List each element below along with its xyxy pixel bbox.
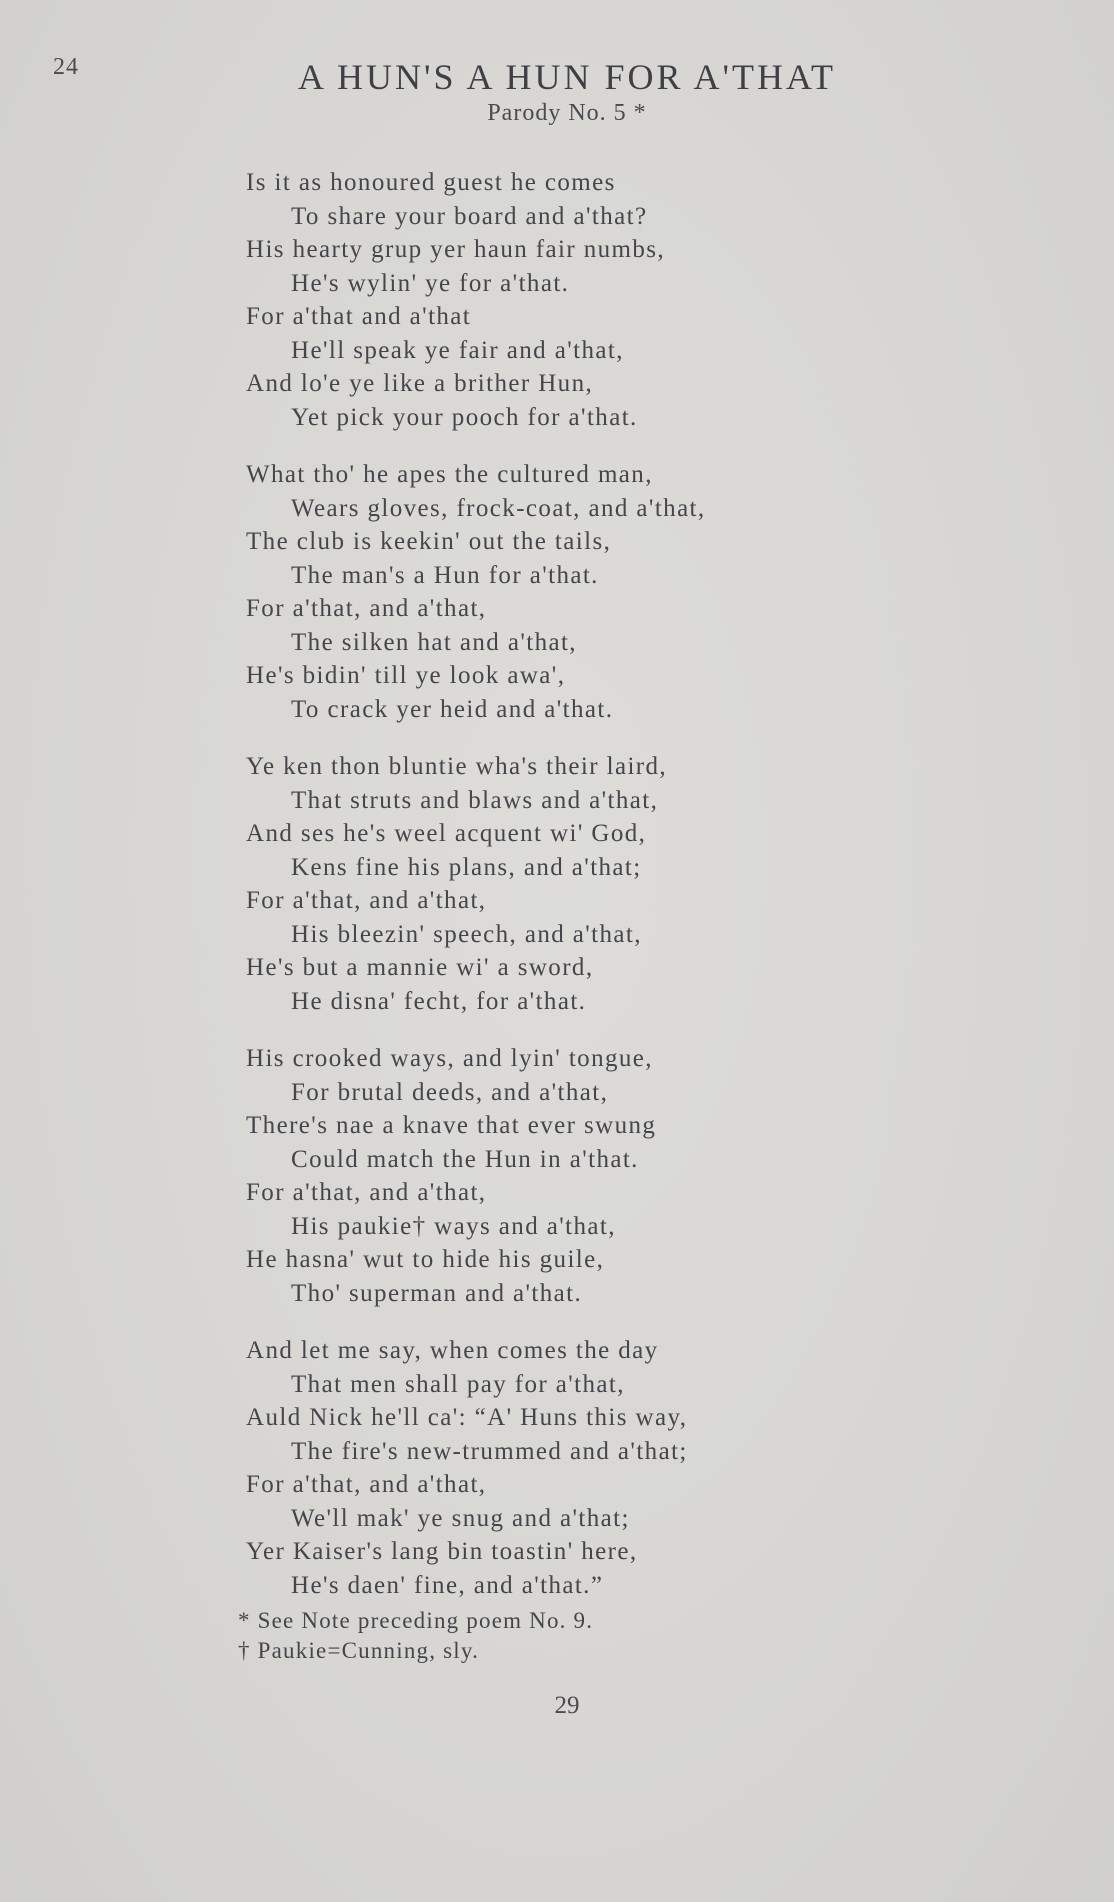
poem-line: There's nae a knave that ever swung <box>246 1112 657 1139</box>
poem-line: He disna' fecht, for a'that. <box>291 987 587 1015</box>
poem-line: For a'that, and a'that, <box>246 595 487 622</box>
poem-line: His hearty grup yer haun fair numbs, <box>246 236 666 263</box>
footnotes <box>238 1606 593 1666</box>
poem-line: Yet pick your pooch for a'that. <box>291 403 638 431</box>
poem-line: For a'that and a'that <box>246 303 472 330</box>
poem-line: Kens fine his plans, and a'that; <box>291 853 642 881</box>
poem-line: For brutal deeds, and a'that, <box>291 1078 609 1106</box>
poem-title: A HUN'S A HUN FOR A'THAT <box>297 57 837 97</box>
poem-line: The man's a Hun for a'that. <box>291 561 599 589</box>
poem-line: Auld Nick he'll ca': “A' Huns this way, <box>246 1404 688 1431</box>
poem-line: His bleezin' speech, and a'that, <box>291 920 642 948</box>
poem-line: And ses he's weel acquent wi' God, <box>246 820 647 847</box>
stanza-5 <box>246 1334 706 1602</box>
poem-line: He's daen' fine, and a'that.” <box>291 1571 604 1599</box>
poem-line: And lo'e ye like a brither Hun, <box>246 370 594 397</box>
poem-line: What tho' he apes the cultured man, <box>246 461 653 488</box>
footnote: † Paukie=Cunning, sly. <box>238 1638 480 1663</box>
stanza-1 <box>246 166 706 434</box>
poem-line: For a'that, and a'that, <box>246 1471 487 1498</box>
poem-line: We'll mak' ye snug and a'that; <box>291 1504 630 1532</box>
poem-line: Could match the Hun in a'that. <box>291 1145 639 1173</box>
poem-line: He's but a mannie wi' a sword, <box>246 954 594 981</box>
footnote: * See Note preceding poem No. 9. <box>238 1608 594 1633</box>
stanza-4 <box>246 1042 706 1310</box>
poem-line: He's bidin' till ye look awa', <box>246 662 566 689</box>
poem-line: He's wylin' ye for a'that. <box>291 269 570 297</box>
poem-line: And let me say, when comes the day <box>246 1337 659 1364</box>
poem-line: Wears gloves, frock-coat, and a'that, <box>291 494 706 522</box>
poem-line: Tho' superman and a'that. <box>291 1279 583 1307</box>
poem-line: To share your board and a'that? <box>291 202 648 230</box>
poem-line: Ye ken thon bluntie wha's their laird, <box>246 753 668 780</box>
poem-line: The fire's new-trummed and a'that; <box>291 1437 688 1465</box>
poem-line: His crooked ways, and lyin' tongue, <box>246 1045 653 1072</box>
poem-subtitle: Parody No. 5 * <box>487 100 647 126</box>
poem-line: To crack yer heid and a'that. <box>291 695 614 723</box>
poem-number: 24 <box>53 54 79 80</box>
poem-line: The silken hat and a'that, <box>291 628 577 656</box>
poem-line: He'll speak ye fair and a'that, <box>291 336 624 364</box>
stanza-3 <box>246 750 706 1018</box>
stanza-2 <box>246 458 706 726</box>
poem-line: Is it as honoured guest he comes <box>246 169 616 196</box>
page-number: 29 <box>554 1692 580 1719</box>
poem-line: Yer Kaiser's lang bin toastin' here, <box>246 1538 638 1565</box>
poem-body <box>246 166 706 1626</box>
poem-line: He hasna' wut to hide his guile, <box>246 1246 605 1273</box>
poem-line: For a'that, and a'that, <box>246 887 487 914</box>
poem-line: That men shall pay for a'that, <box>291 1370 625 1398</box>
poem-line: His paukie† ways and a'that, <box>291 1212 616 1240</box>
poem-line: The club is keekin' out the tails, <box>246 528 612 555</box>
poem-line: That struts and blaws and a'that, <box>291 786 659 814</box>
poem-line: For a'that, and a'that, <box>246 1179 487 1206</box>
